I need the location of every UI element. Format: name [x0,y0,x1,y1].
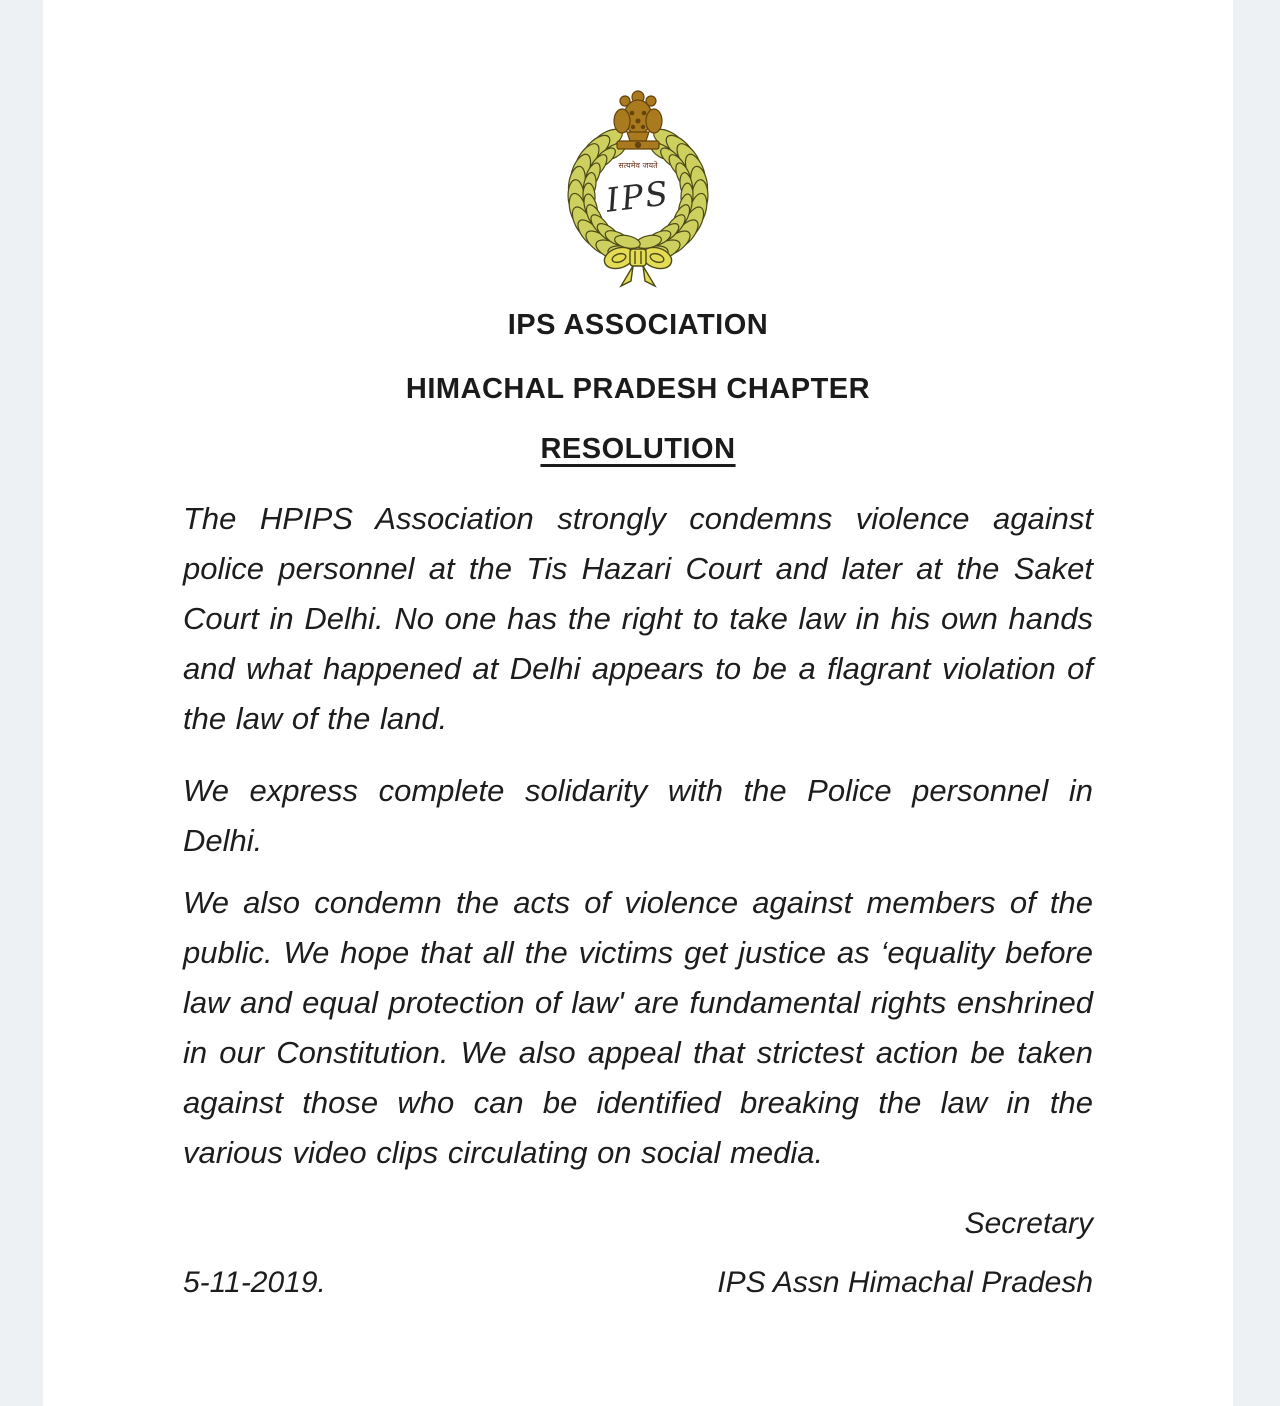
ips-emblem-icon [553,86,723,296]
page-title: IPS ASSOCIATION [507,309,769,341]
signatory-organization: IPS Assn Himachal Pradesh [717,1266,1093,1299]
date: 5-11-2019. [183,1266,326,1299]
emblem-initials: IPS [603,173,672,220]
paragraph-1: The HPIPS Association strongly condemns violence against police personnel at the Tis Hazari Court and later at the Saket Court in Delhi. No one has the right to take law in his own hands and what happened at Delhi appears to be a flagrant violation of the law of the land. [183,501,1093,736]
ribbon-bow-icon [602,244,675,286]
paragraph-3: We also condemn the acts of violence against members of the public. We hope that all the victims get justice as ‘equality before law and equal protection of law' are fundamental rights enshrined in our Constitution. We also appeal that strictest action be taken against those who can be identified breaking the law in the various video clips circulating on social media. [183,885,1093,1170]
resolution-body [183,494,1093,1304]
paragraph-2: We express complete solidarity with the Police personnel in Delhi. [183,773,1093,858]
ashoka-lion-capital-icon [614,91,662,149]
emblem-motto: सत्यमेव जयते [618,161,658,170]
footer-row [183,1262,1093,1304]
page-subtitle: HIMACHAL PRADESH CHAPTER [405,373,871,405]
signatory-title: Secretary [964,1207,1093,1240]
resolution-document [43,0,1233,1406]
left-edge-strip [0,0,43,1406]
right-edge-strip [1233,0,1280,1406]
section-heading: RESOLUTION [540,433,736,465]
